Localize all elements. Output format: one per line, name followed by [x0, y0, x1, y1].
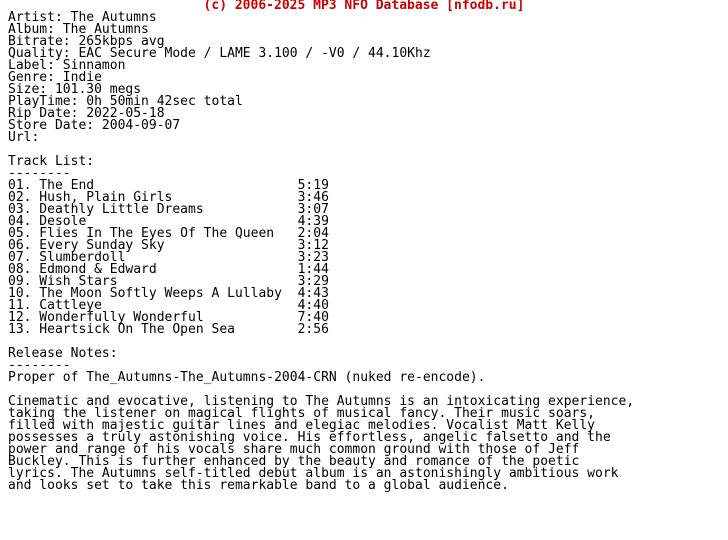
track-row: [8, 324, 720, 336]
track-title: 11. Cattleye: [8, 298, 102, 313]
track-time: 4:39: [297, 214, 329, 229]
meta-store-date: Store Date: 2004-09-07: [8, 118, 181, 133]
track-title: 03. Deathly Little Dreams: [8, 202, 204, 217]
meta-size: Size: 101.30 megs: [8, 82, 142, 97]
description-line: lyrics. The Autumns self-titled debut album is an astonishingly ambitious work: [8, 466, 619, 481]
track-time: 5:19: [297, 178, 329, 193]
tracklist-rule: --------: [8, 166, 71, 181]
track-time: 3:46: [297, 190, 329, 205]
release-notes-proper: Proper of The_Autumns-The_Autumns-2004-CRN (nuked re-encode).: [8, 370, 486, 385]
description-line: Cinematic and evocative, listening to The Autumns is an intoxicating experience,: [8, 394, 635, 409]
meta-label: Label: Sinnamon: [8, 58, 126, 73]
track-time: 2:56: [297, 322, 329, 337]
meta-bitrate: Bitrate: 265kbps avg: [8, 34, 165, 49]
track-time: 4:40: [297, 298, 329, 313]
tracklist-heading: Track List:: [8, 154, 95, 169]
description-line: possesses a truly astonishing voice. His effortless, angelic falsetto and the: [8, 430, 611, 445]
description-line: power and range of his vocals share much common ground with those of Jeff: [8, 442, 580, 457]
track-title: 10. The Moon Softly Weeps A Lullaby: [8, 286, 282, 301]
meta-url: Url:: [8, 130, 40, 145]
track-time: 4:43: [297, 286, 329, 301]
track-title: 08. Edmond & Edward: [8, 262, 157, 277]
track-title: 06. Every Sunday Sky: [8, 238, 165, 253]
track-time: 7:40: [297, 310, 329, 325]
meta-playtime: PlayTime: 0h 50min 42sec total: [8, 94, 243, 109]
nfo-document: [8, 0, 720, 492]
track-title: 05. Flies In The Eyes Of The Queen: [8, 226, 275, 241]
track-time: 3:12: [297, 238, 329, 253]
meta-genre: Genre: Indie: [8, 70, 102, 85]
release-notes-heading: Release Notes:: [8, 346, 118, 361]
track-time: 3:23: [297, 250, 329, 265]
meta-quality: Quality: EAC Secure Mode / LAME 3.100 / -V0 / 44.10Khz: [8, 46, 431, 61]
release-notes-rule: --------: [8, 358, 71, 373]
description-line: Buckley. This is further enhanced by the beauty and romance of the poetic: [8, 454, 580, 469]
copyright-header: (c) 2006-2025 MP3 NFO Database [nfodb.ru]: [203, 0, 525, 13]
track-list: [8, 180, 720, 336]
track-spacer: [235, 322, 298, 337]
meta-album: Album: The Autumns: [8, 22, 149, 37]
track-title: 13. Heartsick On The Open Sea: [8, 322, 235, 337]
description-line: and looks set to take this remarkable band to a global audience.: [8, 478, 509, 493]
release-description: [8, 396, 720, 492]
track-time: 1:44: [297, 262, 329, 277]
track-time: 2:04: [297, 226, 329, 241]
track-title: 09. Wish Stars: [8, 274, 118, 289]
track-title: 02. Hush, Plain Girls: [8, 190, 173, 205]
meta-rip-date: Rip Date: 2022-05-18: [8, 106, 165, 121]
track-time: 3:29: [297, 274, 329, 289]
track-time: 3:07: [297, 202, 329, 217]
track-title: 07. Slumberdoll: [8, 250, 126, 265]
meta-artist: Artist: The Autumns: [8, 10, 157, 25]
spacer: [8, 144, 720, 156]
track-title: 12. Wonderfully Wonderful: [8, 310, 204, 325]
description-line: filled with majestic guitar lines and elegiac melodies. Vocalist Matt Kelly: [8, 418, 595, 433]
description-line: taking the listener on magical flights of musical fancy. Their music soars,: [8, 406, 595, 421]
track-title: 04. Desole: [8, 214, 87, 229]
track-title: 01. The End: [8, 178, 95, 193]
